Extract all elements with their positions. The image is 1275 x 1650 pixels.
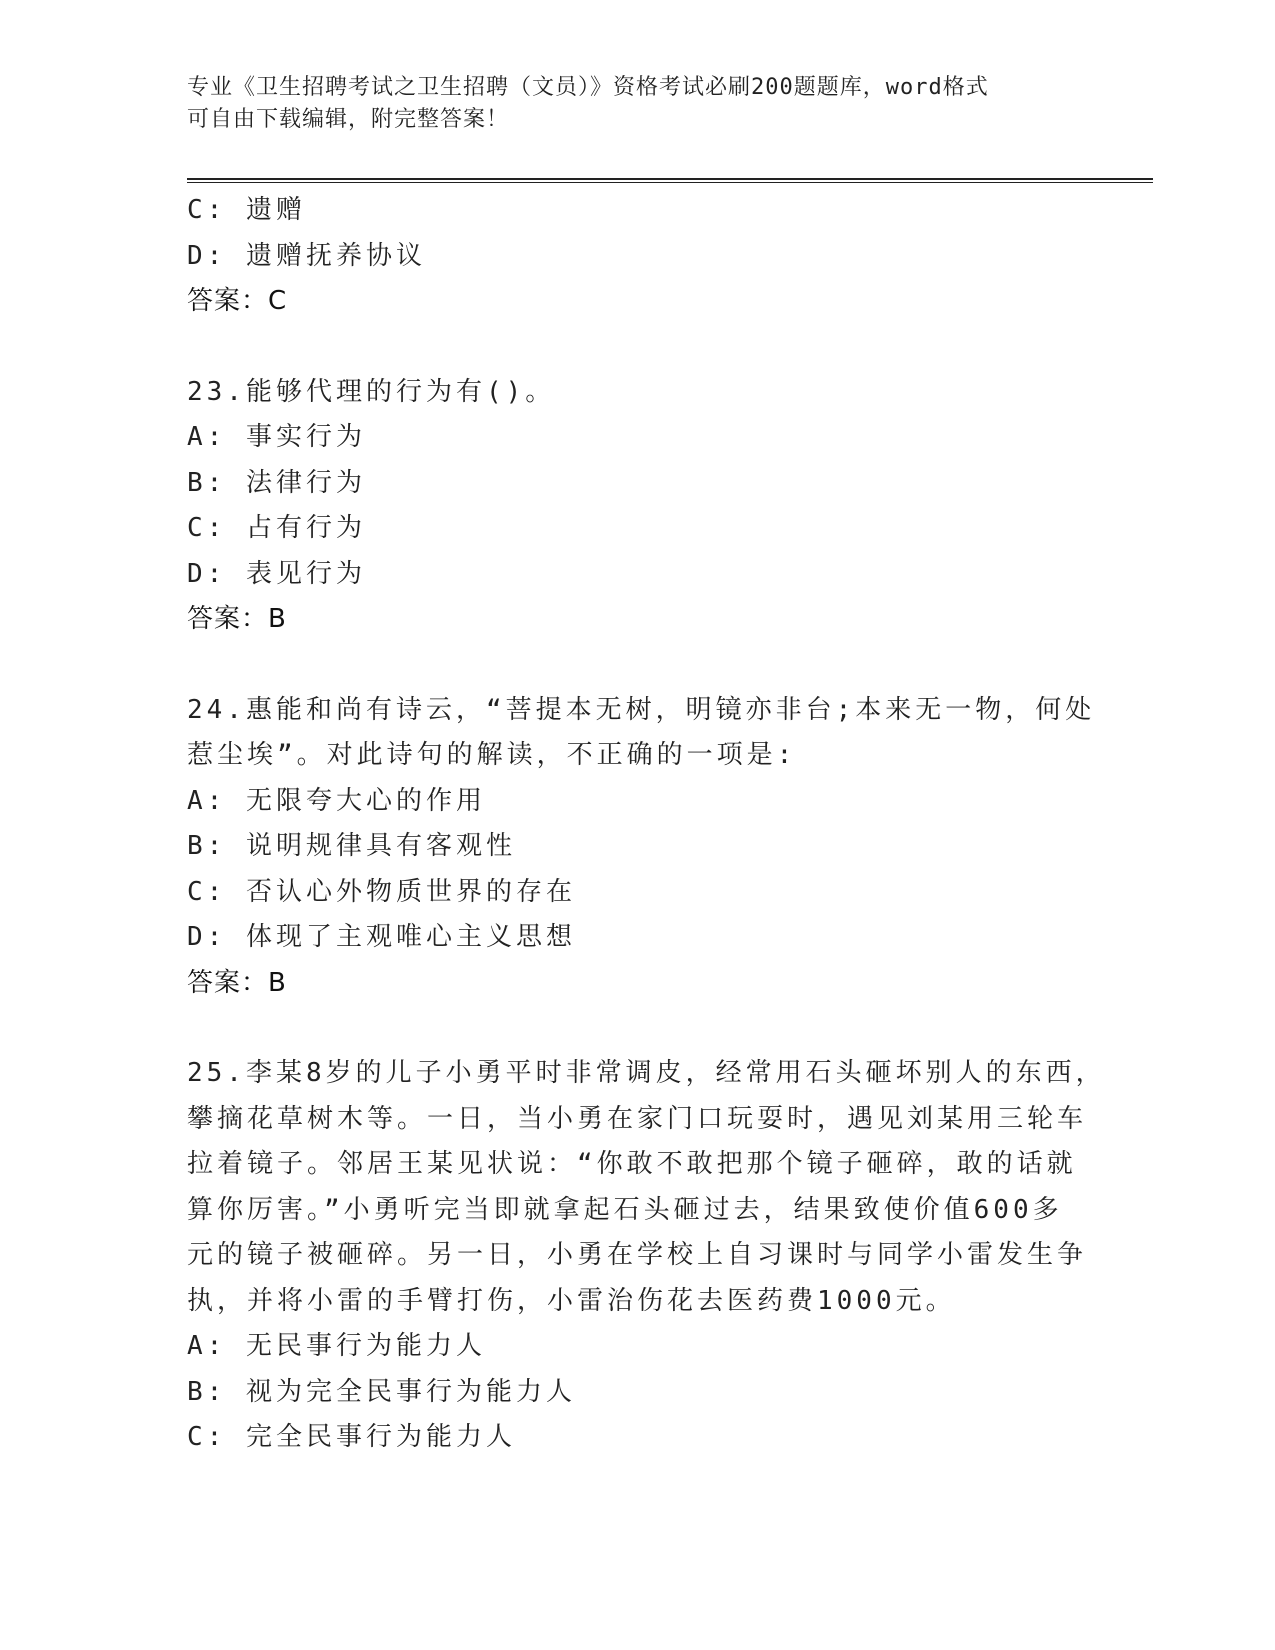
question-stem-line-4: 算你厉害。”小勇听完当即就拿起石头砸过去，结果致使价值600多 <box>187 1194 1063 1225</box>
question-spacer <box>187 643 1067 688</box>
option-c: C: 否认心外物质世界的存在 <box>187 876 576 907</box>
header-divider <box>187 178 1153 183</box>
header-title-line-2: 可自由下载编辑，附完整答案！ <box>187 107 510 132</box>
option-a: A: 无民事行为能力人 <box>187 1331 486 1361</box>
question-spacer <box>187 325 1067 370</box>
option-d: D: 遗赠抚养协议 <box>187 240 426 271</box>
option-c: C: 占有行为 <box>187 513 366 543</box>
question-list <box>187 188 1106 1461</box>
question-23 <box>187 370 1067 643</box>
answer-line: 答案：B <box>187 967 287 998</box>
question-stem-line-6: 执，并将小雷的手臂打伤，小雷治伤花去医药费1000元。 <box>187 1285 956 1316</box>
document-header <box>187 72 1067 136</box>
question-stem-line-5: 元的镜子被砸碎。另一日，小勇在学校上自习课时与同学小雷发生争 <box>187 1240 1088 1270</box>
option-d: D: 体现了主观唯心主义思想 <box>187 922 576 952</box>
question-stem-line-1: 25.李某8岁的儿子小勇平时非常调皮，经常用石头砸坏别人的东西， <box>187 1058 1106 1088</box>
option-b: B: 视为完全民事行为能力人 <box>187 1376 576 1407</box>
question-stem-line-1: 24.惠能和尚有诗云，“菩提本无树，明镜亦非台;本来无一物，何处 <box>187 694 1096 725</box>
option-b: B: 法律行为 <box>187 467 366 498</box>
question-stem: 23.能够代理的行为有()。 <box>187 376 556 407</box>
question-stem-line-2: 攀摘花草树木等。一日，当小勇在家门口玩耍时，遇见刘某用三轮车 <box>187 1103 1088 1134</box>
option-b: B: 说明规律具有客观性 <box>187 831 516 861</box>
question-25 <box>187 1051 1106 1461</box>
option-d: D: 表见行为 <box>187 558 366 589</box>
header-title-line-1: 专业《卫生招聘考试之卫生招聘（文员）》资格考试必刷200题题库，word格式 <box>187 75 989 100</box>
question-stem-line-3: 拉着镜子。邻居王某见状说：“你敢不敢把那个镜子砸碎，敢的话就 <box>187 1149 1077 1179</box>
question-22-tail <box>187 188 1067 325</box>
option-a: A: 事实行为 <box>187 422 366 452</box>
answer-line: 答案：C <box>187 286 288 316</box>
question-24 <box>187 688 1096 1007</box>
option-a: A: 无限夸大心的作用 <box>187 785 486 816</box>
question-stem-line-2: 惹尘埃”。对此诗句的解读，不正确的一项是: <box>187 740 797 770</box>
option-c: C: 遗赠 <box>187 195 306 225</box>
question-spacer <box>187 1006 1067 1051</box>
answer-line: 答案：B <box>187 604 287 634</box>
option-c: C: 完全民事行为能力人 <box>187 1422 516 1452</box>
